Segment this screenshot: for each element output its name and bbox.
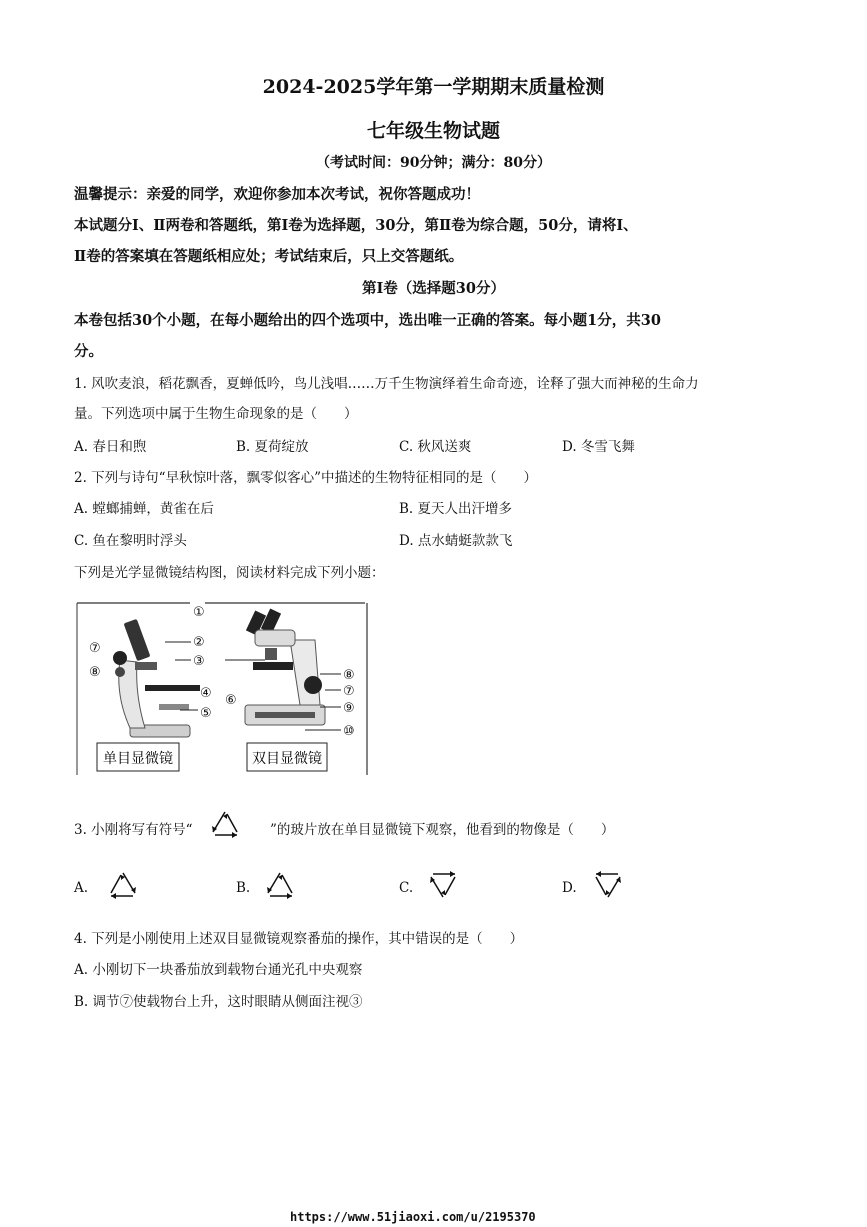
q3-stem-part2: ”的玻片放在单目显微镜下观察，他看到的物像是（ ） — [270, 822, 615, 838]
q4-option-b: B. 调节⑦使载物台上升，这时眼睛从侧面注视③ — [74, 994, 363, 1010]
q2-stem: 2. 下列与诗句“早秋惊叶落，飘零似客心”中描述的生物特征相同的是（ ） — [74, 470, 537, 486]
exam-title: 2024-2025学年第一学期期末质量检测 — [262, 76, 605, 98]
exam-subtitle: 七年级生物试题 — [366, 120, 500, 142]
q1-option-b: B. 夏荷绽放 — [236, 439, 309, 455]
q3-option-c-label: C. — [399, 880, 414, 896]
marker-10-right: ⑩ — [343, 724, 355, 739]
section-desc-line2: 分。 — [74, 343, 103, 360]
instructions-line2: Ⅱ卷的答案填在答题纸相应处；考试结束后，只上交答题纸。 — [74, 248, 464, 265]
marker-7: ⑦ — [89, 641, 101, 656]
instructions-line1: 本试题分Ⅰ、Ⅱ两卷和答题纸，第Ⅰ卷为选择题，30分，第Ⅱ卷为综合题，50分，请将Ⅰ、 — [74, 217, 638, 234]
marker-9-right: ⑨ — [343, 701, 355, 716]
q4-stem: 4. 下列是小刚使用上述双目显微镜观察番茄的操作，其中错误的是（ ） — [74, 931, 524, 947]
q3-option-b-triangle-icon — [262, 869, 298, 901]
marker-3: ③ — [193, 654, 205, 669]
section-desc-line1: 本卷包括30个小题，在每小题给出的四个选项中，选出唯一正确的答案。每小题1分，共30 — [74, 312, 661, 329]
exam-info: （考试时间：90分钟；满分：80分） — [316, 155, 551, 171]
q1-option-a: A. 春日和煦 — [74, 439, 147, 455]
marker-5: ⑤ — [200, 706, 212, 721]
marker-2: ② — [193, 635, 205, 650]
marker-8: ⑧ — [89, 665, 101, 680]
section-title: 第Ⅰ卷（选择题30分） — [362, 280, 505, 297]
tip-text: 温馨提示：亲爱的同学，欢迎你参加本次考试，祝你答题成功！ — [74, 186, 480, 203]
triangle-arrows-icon — [205, 808, 245, 840]
marker-7-right: ⑦ — [343, 684, 355, 699]
q3-option-d-label: D. — [562, 880, 577, 896]
q2-option-d: D. 点水蜻蜓款款飞 — [399, 533, 513, 549]
q1-stem-line2: 量。下列选项中属于生物生命现象的是（ ） — [74, 406, 358, 422]
q4-option-a: A. 小刚切下一块番茄放到载物台通光孔中央观察 — [74, 962, 363, 978]
marker-4: ④ — [200, 686, 212, 701]
q3-option-b-label: B. — [236, 880, 251, 896]
marker-8-right: ⑧ — [343, 668, 355, 683]
q3-option-a-label: A. — [74, 880, 89, 896]
marker-1: ① — [193, 605, 205, 620]
material-intro: 下列是光学显微镜结构图，阅读材料完成下列小题： — [74, 565, 385, 581]
label-monocular: 单目显微镜 — [103, 751, 173, 767]
q3-option-d-triangle-icon — [590, 869, 626, 901]
label-binocular: 双目显微镜 — [252, 751, 322, 767]
q3-option-a-triangle-icon — [105, 869, 141, 901]
q2-option-c: C. 鱼在黎明时浮头 — [74, 533, 187, 549]
marker-6: ⑥ — [225, 693, 237, 708]
q1-option-c: C. 秋风送爽 — [399, 439, 472, 455]
q2-option-a: A. 螳螂捕蝉，黄雀在后 — [74, 501, 214, 517]
microscope-figure — [75, 600, 375, 780]
q3-option-c-triangle-icon — [425, 869, 461, 901]
q1-stem-line1: 1. 风吹麦浪，稻花飘香，夏蝉低吟，鸟儿浅唱……万千生物演绎着生命奇迹，诠释了强大而神秘的生命力 — [74, 376, 699, 392]
footer-watermark-url[interactable]: https://www.51jiaoxi.com/u/2195370 — [290, 1210, 536, 1224]
q1-option-d: D. 冬雪飞舞 — [562, 439, 635, 455]
q3-stem-part1: 3. 小刚将写有符号“ — [74, 822, 193, 838]
q2-option-b: B. 夏天人出汗增多 — [399, 501, 513, 517]
